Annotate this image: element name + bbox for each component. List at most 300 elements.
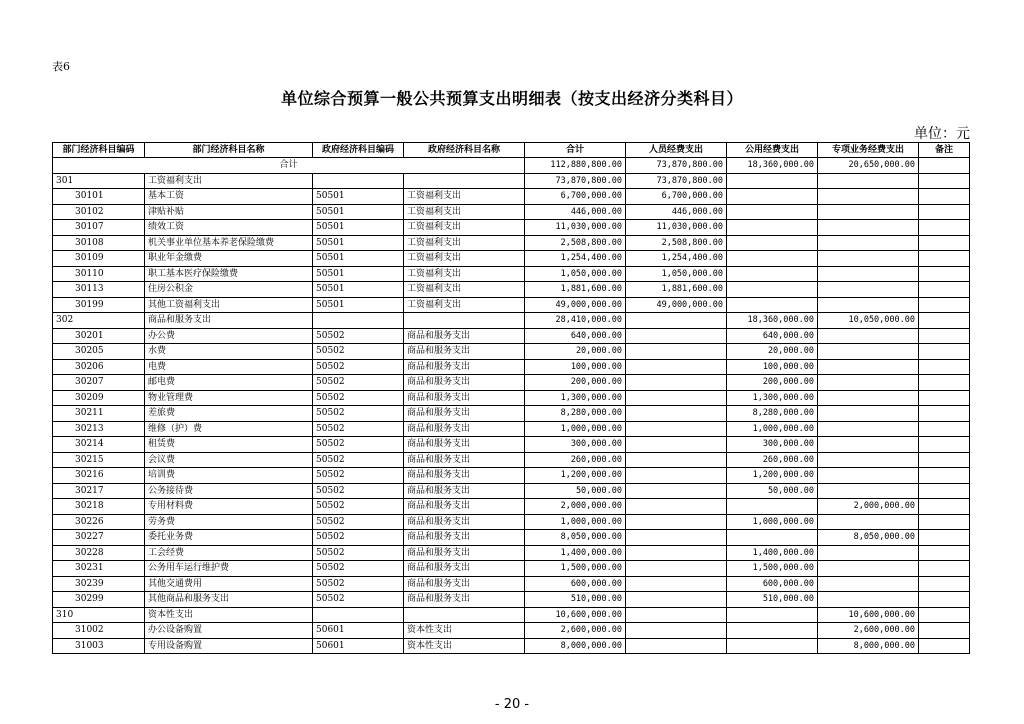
header-total: 合计 [525,143,626,158]
cell-special [818,406,919,422]
cell-total: 2,600,000.00 [525,623,626,639]
cell-remarks [919,638,970,654]
cell-total: 28,410,000.00 [525,313,626,329]
cell-gov-name: 商品和服务支出 [404,406,525,422]
cell-gov-name: 工资福利支出 [404,189,525,205]
cell-dept-name: 办公费 [145,328,313,344]
cell-personnel [626,607,727,623]
cell-total: 200,000.00 [525,375,626,391]
table-row [53,421,970,437]
cell-total: 1,200,000.00 [525,468,626,484]
cell-public [727,266,818,282]
cell-special: 2,000,000.00 [818,499,919,515]
cell-gov-name [404,607,525,623]
cell-special [818,344,919,360]
cell-public: 100,000.00 [727,359,818,375]
cell-dept-name: 其他交通费用 [145,576,313,592]
cell-personnel [626,592,727,608]
cell-special [818,545,919,561]
table-row [53,499,970,515]
cell-remarks [919,204,970,220]
table-row [53,623,970,639]
cell-dept-name: 资本性支出 [145,607,313,623]
cell-public [727,173,818,189]
cell-gov-name: 工资福利支出 [404,235,525,251]
cell-dept-name: 机关事业单位基本养老保险缴费 [145,235,313,251]
cell-special [818,375,919,391]
cell-gov-code [313,173,404,189]
table-row [53,359,970,375]
cell-gov-code: 50502 [313,437,404,453]
cell-special [818,576,919,592]
cell-remarks [919,251,970,267]
cell-total: 260,000.00 [525,452,626,468]
cell-public: 640,000.00 [727,328,818,344]
cell-special: 10,600,000.00 [818,607,919,623]
cell-public [727,220,818,236]
cell-gov-code: 50501 [313,297,404,313]
cell-public [727,297,818,313]
cell-dept-code: 30231 [53,561,145,577]
cell-gov-name: 商品和服务支出 [404,328,525,344]
cell-total: 1,500,000.00 [525,561,626,577]
cell-personnel [626,561,727,577]
cell-remarks [919,266,970,282]
cell-total: 1,400,000.00 [525,545,626,561]
cell-remarks [919,235,970,251]
cell-public [727,251,818,267]
cell-dept-code: 30107 [53,220,145,236]
cell-personnel: 49,000,000.00 [626,297,727,313]
cell-dept-name: 差旅费 [145,406,313,422]
cell-public: 1,000,000.00 [727,514,818,530]
cell-public [727,282,818,298]
cell-dept-name: 维修（护）费 [145,421,313,437]
cell-remarks [919,483,970,499]
table-row [53,390,970,406]
cell-dept-code: 30211 [53,406,145,422]
cell-public: 8,280,000.00 [727,406,818,422]
cell-public [727,607,818,623]
cell-personnel: 446,000.00 [626,204,727,220]
cell-special [818,359,919,375]
cell-dept-name: 办公设备购置 [145,623,313,639]
cell-public [727,235,818,251]
table-row [53,282,970,298]
cell-dept-code: 30206 [53,359,145,375]
cell-total: 11,030,000.00 [525,220,626,236]
cell-special [818,468,919,484]
cell-total: 50,000.00 [525,483,626,499]
cell-total: 6,700,000.00 [525,189,626,205]
table-row [53,452,970,468]
cell-total: 8,000,000.00 [525,638,626,654]
cell-special [818,189,919,205]
cell-personnel [626,375,727,391]
cell-public: 1,500,000.00 [727,561,818,577]
cell-gov-code: 50501 [313,282,404,298]
cell-total: 49,000,000.00 [525,297,626,313]
cell-personnel [626,483,727,499]
cell-gov-code: 50601 [313,638,404,654]
cell-dept-code: 30209 [53,390,145,406]
table-row [53,344,970,360]
cell-gov-code [313,313,404,329]
cell-special [818,592,919,608]
cell-public: 1,400,000.00 [727,545,818,561]
header-dept-code: 部门经济科目编码 [53,143,145,158]
header-remarks: 备注 [919,143,970,158]
cell-personnel [626,313,727,329]
cell-special [818,328,919,344]
cell-gov-code: 50502 [313,561,404,577]
cell-total: 2,508,800.00 [525,235,626,251]
table-row [53,375,970,391]
cell-special [818,235,919,251]
cell-public: 510,000.00 [727,592,818,608]
cell-dept-name: 培训费 [145,468,313,484]
cell-gov-name: 商品和服务支出 [404,530,525,546]
table-header-row [53,143,970,158]
cell-special [818,561,919,577]
cell-remarks [919,390,970,406]
cell-gov-name [404,173,525,189]
cell-remarks [919,421,970,437]
cell-total: 1,000,000.00 [525,514,626,530]
cell-remarks [919,468,970,484]
cell-personnel [626,623,727,639]
cell-dept-code: 30108 [53,235,145,251]
cell-total: 640,000.00 [525,328,626,344]
cell-gov-code [313,607,404,623]
cell-total: 300,000.00 [525,437,626,453]
cell-dept-code: 310 [53,607,145,623]
cell-gov-name: 商品和服务支出 [404,344,525,360]
cell-special [818,483,919,499]
cell-dept-code: 30226 [53,514,145,530]
cell-public [727,189,818,205]
table-row [53,220,970,236]
cell-gov-code: 50501 [313,235,404,251]
cell-remarks [919,406,970,422]
cell-gov-code: 50501 [313,220,404,236]
cell-personnel: 1,050,000.00 [626,266,727,282]
cell-dept-name: 水费 [145,344,313,360]
cell-dept-code: 30215 [53,452,145,468]
cell-gov-code: 50502 [313,421,404,437]
cell-personnel [626,452,727,468]
total-cell-public: 18,360,000.00 [727,158,818,174]
cell-total: 73,870,800.00 [525,173,626,189]
cell-personnel: 11,030,000.00 [626,220,727,236]
cell-gov-name: 商品和服务支出 [404,452,525,468]
cell-total: 100,000.00 [525,359,626,375]
cell-personnel [626,437,727,453]
table-row [53,638,970,654]
cell-dept-code: 30227 [53,530,145,546]
cell-dept-name: 专用设备购置 [145,638,313,654]
cell-public: 300,000.00 [727,437,818,453]
cell-total: 446,000.00 [525,204,626,220]
cell-remarks [919,437,970,453]
cell-gov-code: 50501 [313,189,404,205]
cell-personnel [626,468,727,484]
cell-remarks [919,452,970,468]
cell-dept-code: 31003 [53,638,145,654]
table-row [53,483,970,499]
cell-personnel: 2,508,800.00 [626,235,727,251]
table-row [53,576,970,592]
cell-personnel [626,638,727,654]
cell-special [818,390,919,406]
cell-dept-name: 电费 [145,359,313,375]
cell-public [727,623,818,639]
cell-dept-code: 30213 [53,421,145,437]
cell-remarks [919,220,970,236]
table-row [53,251,970,267]
cell-remarks [919,328,970,344]
table-row [53,173,970,189]
cell-gov-code: 50502 [313,483,404,499]
cell-gov-name: 工资福利支出 [404,266,525,282]
cell-dept-name: 职业年金缴费 [145,251,313,267]
cell-gov-name: 商品和服务支出 [404,545,525,561]
cell-remarks [919,545,970,561]
cell-dept-name: 会议费 [145,452,313,468]
cell-gov-name: 工资福利支出 [404,204,525,220]
table-row [53,592,970,608]
cell-personnel [626,328,727,344]
table-row [53,328,970,344]
header-public: 公用经费支出 [727,143,818,158]
cell-gov-name: 商品和服务支出 [404,561,525,577]
cell-dept-name: 物业管理费 [145,390,313,406]
cell-dept-name: 住房公积金 [145,282,313,298]
cell-personnel [626,390,727,406]
cell-total: 8,050,000.00 [525,530,626,546]
table-row [53,437,970,453]
cell-remarks [919,313,970,329]
cell-gov-name [404,313,525,329]
cell-remarks [919,607,970,623]
table-row [53,189,970,205]
cell-public: 260,000.00 [727,452,818,468]
cell-gov-name: 商品和服务支出 [404,499,525,515]
cell-public [727,530,818,546]
cell-dept-code: 301 [53,173,145,189]
cell-personnel: 73,870,800.00 [626,173,727,189]
header-personnel: 人员经费支出 [626,143,727,158]
cell-dept-name: 职工基本医疗保险缴费 [145,266,313,282]
cell-public: 18,360,000.00 [727,313,818,329]
cell-special [818,452,919,468]
cell-gov-name: 商品和服务支出 [404,592,525,608]
header-gov-code: 政府经济科目编码 [313,143,404,158]
cell-dept-name: 专用材料费 [145,499,313,515]
cell-total: 20,000.00 [525,344,626,360]
cell-gov-name: 商品和服务支出 [404,421,525,437]
cell-personnel [626,406,727,422]
cell-personnel [626,421,727,437]
cell-public [727,638,818,654]
total-label: 合计 [53,158,525,174]
cell-total: 1,881,600.00 [525,282,626,298]
cell-special [818,220,919,236]
cell-gov-name: 资本性支出 [404,638,525,654]
page-number: - 20 - [494,697,530,712]
table-row [53,514,970,530]
cell-dept-code: 30218 [53,499,145,515]
cell-remarks [919,623,970,639]
cell-remarks [919,499,970,515]
cell-gov-name: 商品和服务支出 [404,437,525,453]
total-cell-total: 112,880,800.00 [525,158,626,174]
cell-personnel [626,344,727,360]
cell-total: 2,000,000.00 [525,499,626,515]
cell-public: 600,000.00 [727,576,818,592]
cell-dept-code: 30207 [53,375,145,391]
cell-dept-name: 公务用车运行维护费 [145,561,313,577]
cell-personnel [626,499,727,515]
cell-personnel: 1,254,400.00 [626,251,727,267]
cell-gov-code: 50501 [313,266,404,282]
cell-gov-code: 50502 [313,359,404,375]
cell-gov-code: 50502 [313,545,404,561]
table-row [53,235,970,251]
cell-public: 20,000.00 [727,344,818,360]
cell-public: 200,000.00 [727,375,818,391]
cell-gov-code: 50502 [313,530,404,546]
cell-dept-code: 30205 [53,344,145,360]
cell-gov-name: 商品和服务支出 [404,468,525,484]
table-row [53,313,970,329]
cell-remarks [919,297,970,313]
cell-special [818,514,919,530]
cell-gov-code: 50501 [313,204,404,220]
cell-dept-code: 30216 [53,468,145,484]
cell-public [727,204,818,220]
cell-special [818,297,919,313]
cell-public: 50,000.00 [727,483,818,499]
cell-remarks [919,514,970,530]
cell-personnel [626,514,727,530]
total-cell-special: 20,650,000.00 [818,158,919,174]
cell-total: 600,000.00 [525,576,626,592]
cell-remarks [919,189,970,205]
cell-total: 8,280,000.00 [525,406,626,422]
cell-dept-code: 30201 [53,328,145,344]
cell-remarks [919,282,970,298]
cell-public: 1,000,000.00 [727,421,818,437]
cell-total: 1,050,000.00 [525,266,626,282]
cell-gov-code: 50501 [313,251,404,267]
cell-gov-name: 商品和服务支出 [404,390,525,406]
cell-dept-code: 30199 [53,297,145,313]
cell-personnel [626,530,727,546]
cell-gov-name: 工资福利支出 [404,297,525,313]
cell-special: 10,050,000.00 [818,313,919,329]
cell-dept-code: 302 [53,313,145,329]
table-row [53,468,970,484]
cell-dept-name: 公务接待费 [145,483,313,499]
table-row [53,561,970,577]
cell-personnel: 6,700,000.00 [626,189,727,205]
table-row [53,530,970,546]
cell-public [727,499,818,515]
cell-total: 510,000.00 [525,592,626,608]
cell-gov-name: 商品和服务支出 [404,375,525,391]
cell-gov-name: 工资福利支出 [404,251,525,267]
cell-gov-name: 工资福利支出 [404,282,525,298]
cell-dept-code: 30101 [53,189,145,205]
cell-gov-name: 商品和服务支出 [404,514,525,530]
cell-public: 1,300,000.00 [727,390,818,406]
cell-dept-name: 其他工资福利支出 [145,297,313,313]
cell-gov-code: 50502 [313,344,404,360]
cell-gov-name: 资本性支出 [404,623,525,639]
cell-gov-code: 50502 [313,592,404,608]
table-row [53,204,970,220]
cell-gov-name: 商品和服务支出 [404,483,525,499]
table-label: 表6 [52,60,70,73]
unit-label: 单位：元 [914,126,970,142]
cell-gov-name: 工资福利支出 [404,220,525,236]
cell-total: 1,300,000.00 [525,390,626,406]
cell-dept-name: 津贴补贴 [145,204,313,220]
cell-gov-code: 50502 [313,390,404,406]
cell-special [818,282,919,298]
table-row [53,607,970,623]
cell-dept-code: 31002 [53,623,145,639]
cell-gov-name: 商品和服务支出 [404,576,525,592]
cell-personnel [626,359,727,375]
cell-dept-name: 工会经费 [145,545,313,561]
cell-special [818,173,919,189]
cell-dept-code: 30217 [53,483,145,499]
cell-remarks [919,561,970,577]
cell-remarks [919,173,970,189]
cell-gov-code: 50502 [313,375,404,391]
cell-public: 1,200,000.00 [727,468,818,484]
cell-gov-code: 50502 [313,328,404,344]
header-gov-name: 政府经济科目名称 [404,143,525,158]
cell-special: 2,600,000.00 [818,623,919,639]
cell-remarks [919,344,970,360]
cell-gov-code: 50502 [313,406,404,422]
cell-gov-code: 50502 [313,499,404,515]
cell-dept-name: 租赁费 [145,437,313,453]
cell-special [818,266,919,282]
cell-dept-code: 30102 [53,204,145,220]
cell-dept-code: 30109 [53,251,145,267]
table-row [53,297,970,313]
cell-remarks [919,375,970,391]
table-row [53,266,970,282]
header-dept-name: 部门经济科目名称 [145,143,313,158]
cell-dept-name: 其他商品和服务支出 [145,592,313,608]
cell-special [818,421,919,437]
cell-dept-code: 30239 [53,576,145,592]
total-cell-remarks [919,158,970,174]
cell-dept-name: 委托业务费 [145,530,313,546]
total-row [53,158,970,174]
cell-dept-name: 基本工资 [145,189,313,205]
cell-dept-name: 绩效工资 [145,220,313,236]
header-special: 专项业务经费支出 [818,143,919,158]
table-row [53,406,970,422]
cell-total: 1,254,400.00 [525,251,626,267]
cell-remarks [919,530,970,546]
